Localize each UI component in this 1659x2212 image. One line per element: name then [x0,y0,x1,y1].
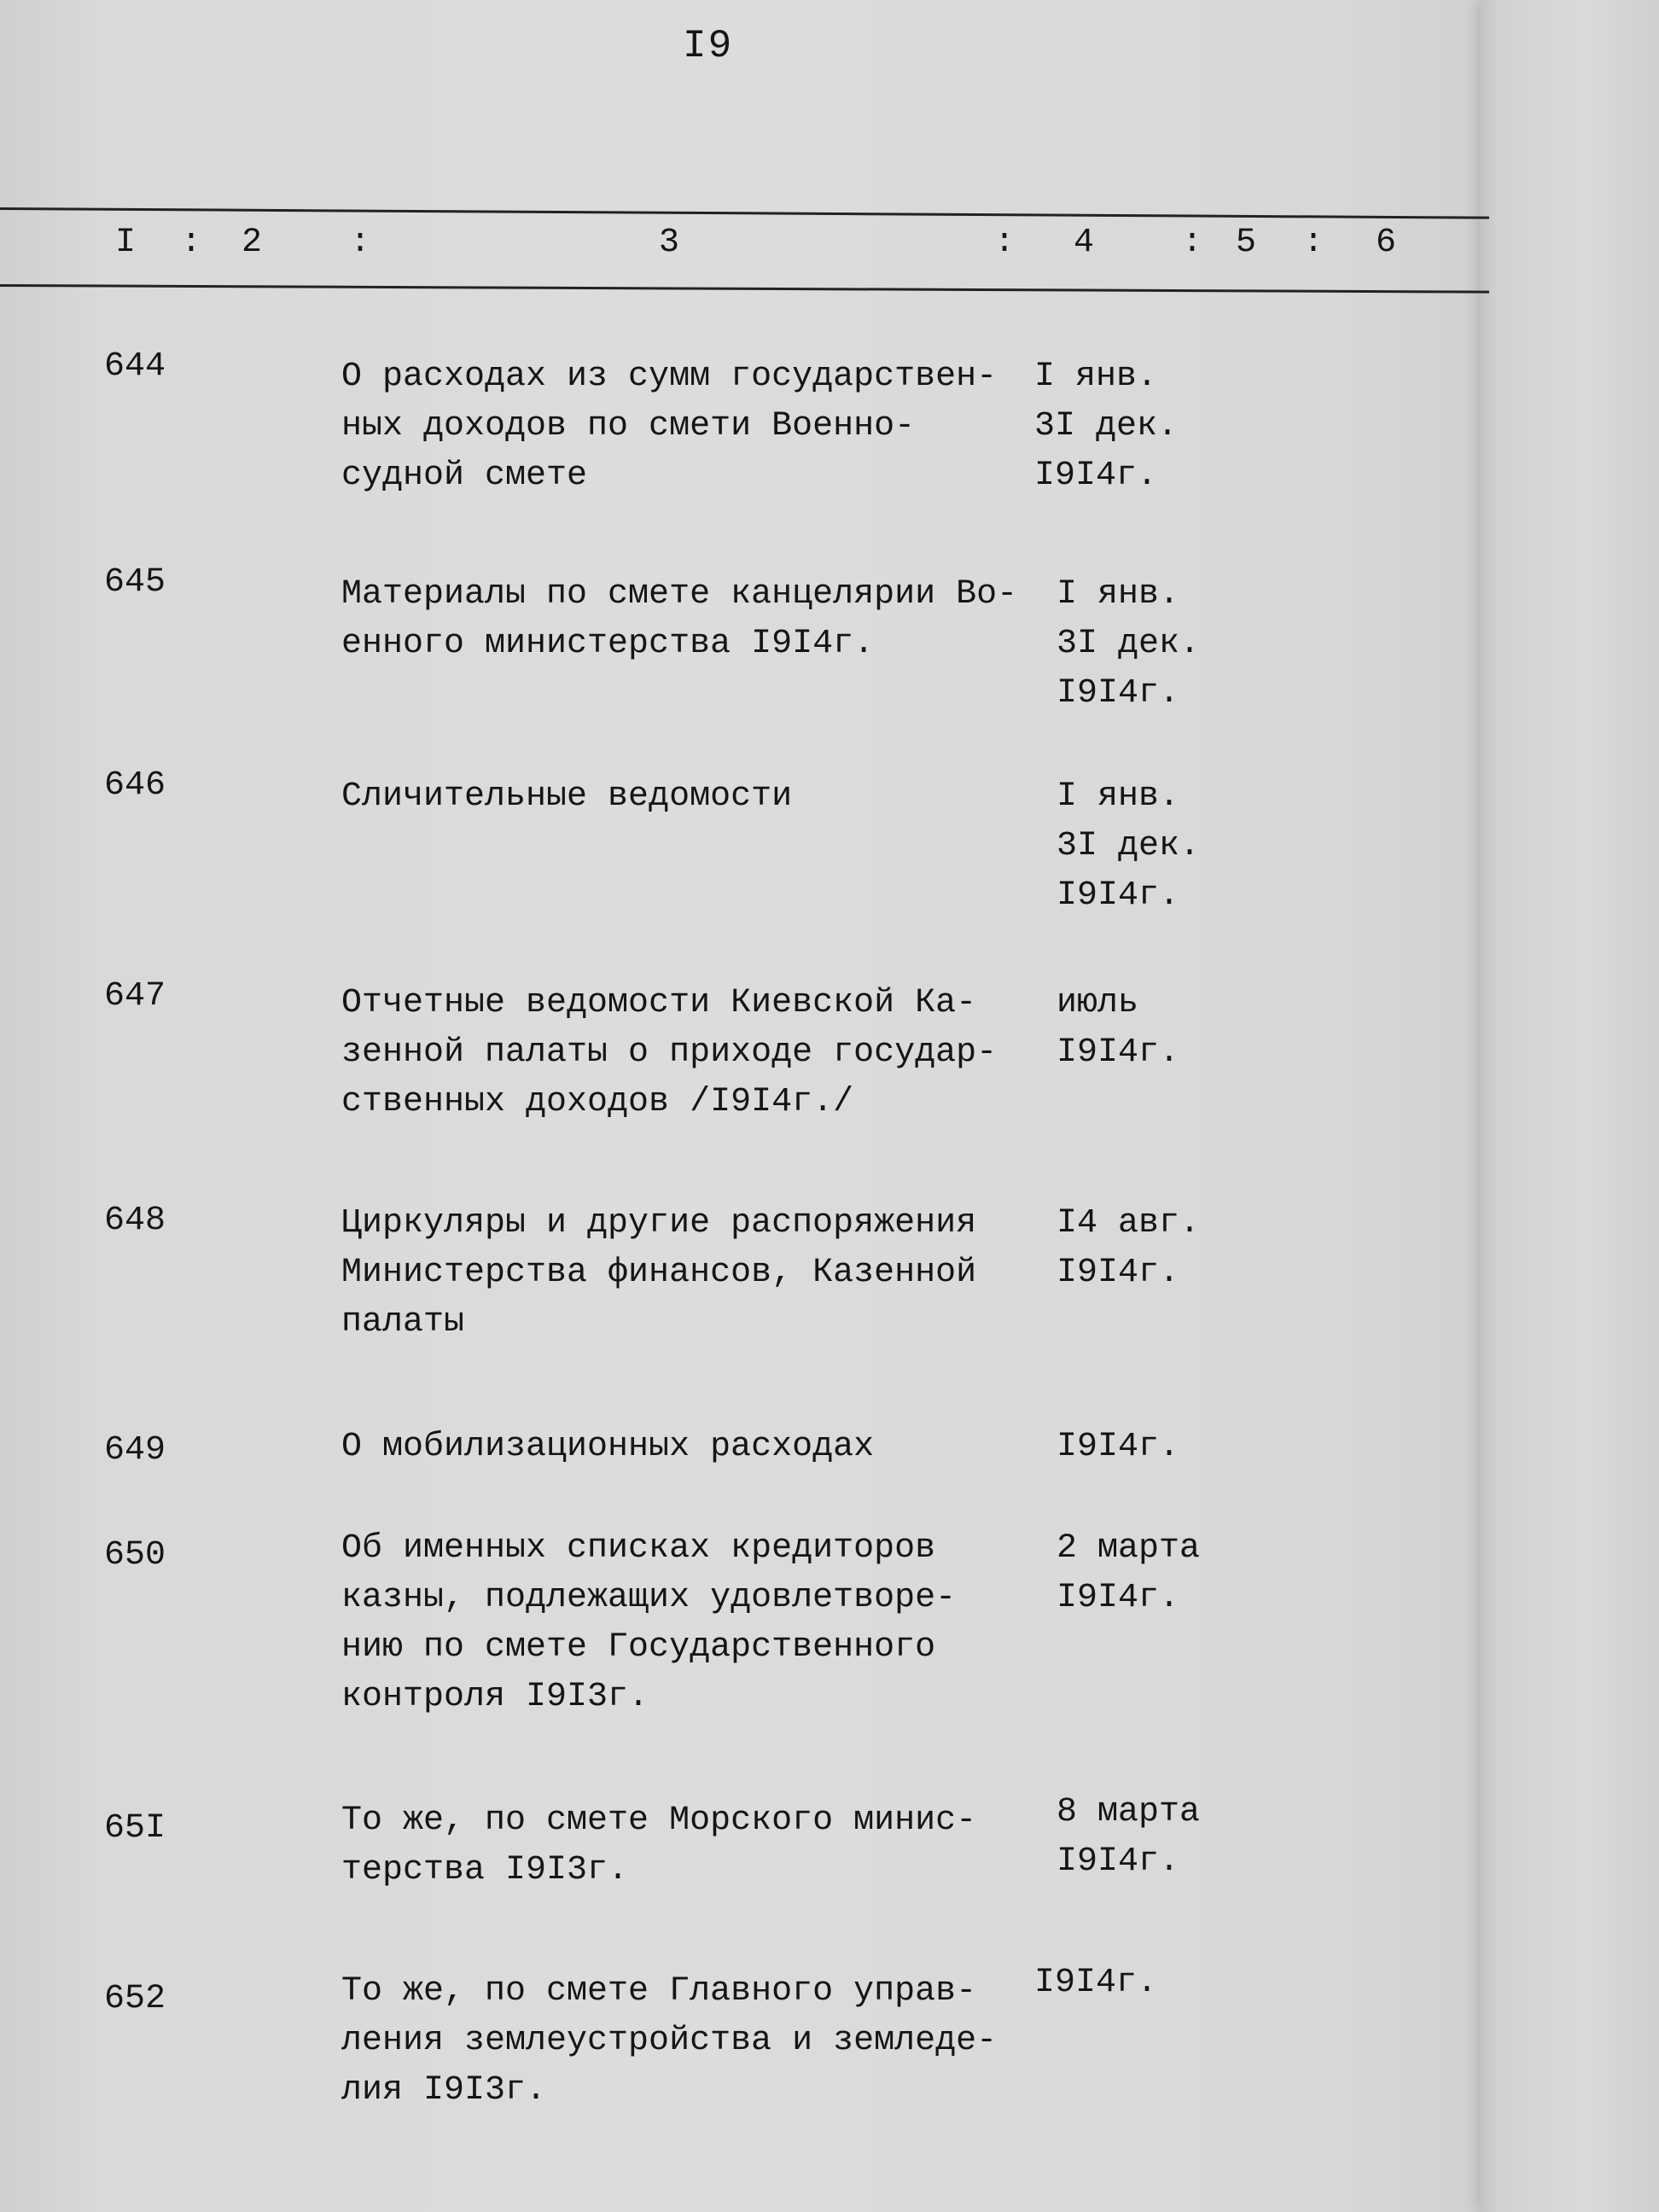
entry-date: I9I4г. [1034,1964,1158,2002]
page-edge [1481,0,1659,2212]
entry-date: I янв. 3I дек. I9I4г. [1057,575,1201,713]
entry-title: Об именных списках кредиторов казны, подлежащих удовлетворе- нию по смете Государственного контроля I9I3г. [341,1529,957,1716]
entry-number: 65I [104,1809,166,1848]
entry-number: 648 [104,1202,166,1240]
column-separator: : [994,224,1016,262]
entry-date: I9I4г. [1057,1428,1180,1466]
entry-date: I янв. 3I дек. I9I4г. [1034,358,1179,495]
entry-number: 646 [104,766,166,805]
entry-date: 2 марта I9I4г. [1057,1529,1201,1617]
entry-title: Отчетные ведомости Киевской Ка- зенной палаты о приходе государ- ственных доходов /I9I4г./ [341,984,998,1121]
entry-number: 644 [104,347,166,386]
column-header-6: 6 [1376,224,1397,262]
entry-number: 650 [104,1536,166,1575]
entry-number: 652 [104,1980,166,2018]
entry-title: Материалы по смете канцелярии Во- енного министерства I9I4г. [341,575,1018,663]
column-separator: : [350,224,371,262]
entry-title: То же, по смете Главного управ- ления землеустройства и земледе- лия I9I3г. [341,1972,998,2110]
entry-title: То же, по смете Морского минис- терства I9I3г. [341,1802,977,1889]
entry-number: 647 [104,977,166,1016]
column-header-2: 2 [242,224,263,262]
header-rule-bottom [0,284,1489,294]
column-separator: : [1182,224,1203,262]
entry-title: Циркуляры и другие распоряжения Министерства финансов, Казенной палаты [341,1204,977,1342]
column-header-5: 5 [1236,224,1257,262]
column-header-3: 3 [659,224,680,262]
entry-title: О расходах из сумм государствен- ных доходов по смети Военно- судной смете [341,358,998,495]
column-header-4: 4 [1074,224,1095,262]
header-rule-top [0,207,1489,219]
entry-title: Сличительные ведомости [341,777,793,816]
column-separator: : [181,224,202,262]
entry-number: 649 [104,1431,166,1470]
entry-date: I4 авг. I9I4г. [1057,1204,1201,1292]
entry-date: июль I9I4г. [1057,984,1180,1072]
entry-number: 645 [104,563,166,602]
entry-date: I янв. 3I дек. I9I4г. [1057,777,1201,915]
page-number: I9 [683,24,734,68]
column-separator: : [1303,224,1324,262]
column-header-1: I [115,224,137,262]
entry-date: 8 марта I9I4г. [1057,1793,1201,1881]
entry-title: О мобилизационных расходах [341,1428,875,1466]
